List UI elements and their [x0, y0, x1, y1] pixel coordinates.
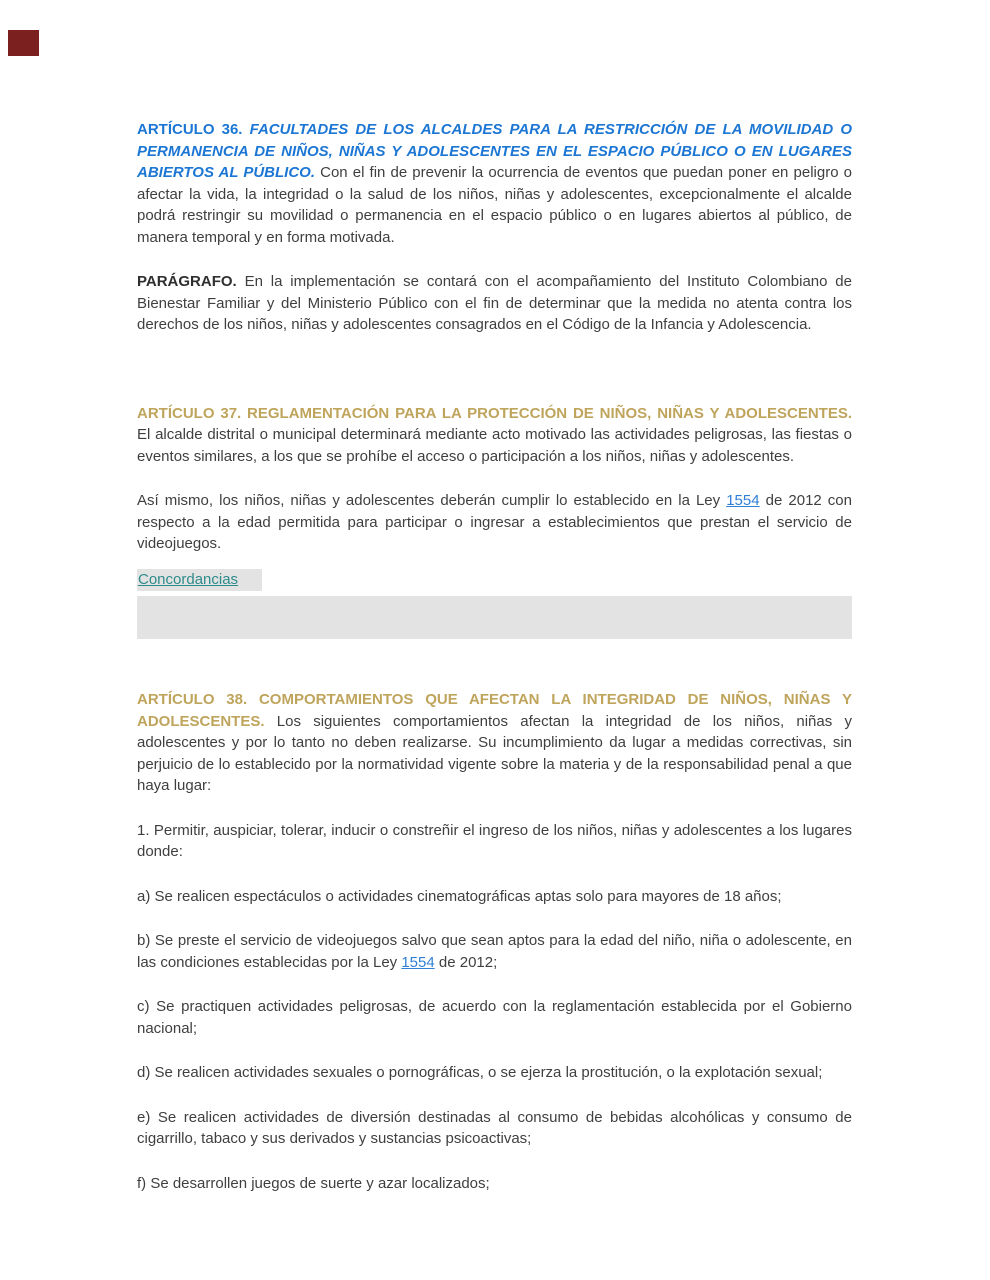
article-36-paragraph — [137, 119, 852, 248]
paragrafo-paragraph — [137, 271, 852, 336]
asi-mismo-text-pre: Así mismo, los niños, niñas y adolescentes deberán cumplir lo establecido en la Ley — [137, 492, 727, 509]
article-38-item-a — [137, 886, 852, 908]
item-f-text: f) Se desarrollen juegos de suerte y azar localizados; — [137, 1174, 490, 1192]
article-38-item-b — [137, 930, 852, 973]
article-38-item-e — [137, 1107, 852, 1150]
article-36-number: ARTÍCULO 36. — [137, 121, 243, 138]
concordancias-link[interactable]: Concordancias — [137, 569, 262, 591]
paragrafo-label: PARÁGRAFO. — [137, 273, 237, 290]
article-36-title: FACULTADES DE LOS ALCALDES PARA LA RESTRICCIÓN DE LA MOVILIDAD O PERMANENCIA DE NIÑOS, NIÑAS Y ADOLESCENTES EN EL ESPACIO PÚBLICO O EN LUGARES ABIERTOS AL PÚBLICO. — [137, 121, 852, 181]
item-d-text: d) Se realicen actividades sexuales o pornográficas, o se ejerza la prostitución, o la explotación sexual; — [137, 1064, 823, 1081]
section-spacer — [137, 639, 852, 666]
paragrafo-body: En la implementación se contará con el acompañamiento del Instituto Colombiano de Bienestar Familiar y del Ministerio Público con el fin de determinar que la medida no atenta contra los derechos de los niños, niñas y adolescentes consagrados en el Código de la Infancia y Adolescencia. — [137, 273, 852, 333]
blank-line-spacer — [137, 359, 852, 380]
article-36-body: Con el fin de prevenir la ocurrencia de eventos que puedan poner en peligro o afectar la vida, la integridad o la salud de los niños, niñas y adolescentes, excepcionalmente el alcalde podrá restringir su movilidad o permanencia en el espacio público o en lugares abiertos al público, de manera temporal y en forma motivada. — [137, 164, 852, 246]
article-38-item-c — [137, 996, 852, 1039]
ley-1554-link[interactable]: 1554 — [726, 492, 760, 509]
article-37-body: El alcalde distrital o municipal determinará mediante acto motivado las actividades peligrosas, las fiestas o eventos similares, a los que se prohíbe el acceso o participación a los niños, niñas y adolescentes. — [137, 426, 852, 465]
concordancias-box — [137, 596, 852, 639]
item-c-text: c) Se practiquen actividades peligrosas, de acuerdo con la reglamentación establecida por el Gobierno nacional; — [137, 998, 852, 1037]
item-e-text: e) Se realicen actividades de diversión destinadas al consumo de bebidas alcohólicas y consumo de cigarrillo, tabaco y sus derivados y sustancias psicoactivas; — [137, 1108, 852, 1147]
corner-red-marker — [8, 30, 39, 56]
article-37-heading: ARTÍCULO 37. REGLAMENTACIÓN PARA LA PROTECCIÓN DE NIÑOS, NIÑAS Y ADOLESCENTES. — [137, 404, 852, 422]
ley-1554-link-b[interactable]: 1554 — [401, 953, 435, 971]
article-38-item-1 — [137, 820, 852, 863]
article-38-body: Los siguientes comportamientos afectan la integridad de los niños, niñas y adolescentes y por lo tanto no deben realizarse. Su incumplimiento da lugar a medidas correctivas, sin perjuicio de lo establecido por la normatividad vigente sobre la materia y de la responsabilidad penal a que haya lugar: — [137, 712, 852, 794]
article-37-asi-mismo-paragraph — [137, 490, 852, 555]
article-38-paragraph — [137, 689, 852, 797]
item-b-text-post: de 2012; — [434, 953, 498, 971]
asi-mismo-text-post: de 2012 con respecto a la edad permitida para participar o ingresar a establecimientos que prestan el servicio de videojuegos. — [137, 492, 852, 552]
article-37-paragraph — [137, 403, 852, 468]
article-38-item-d — [137, 1062, 852, 1084]
concordancias-row — [137, 569, 852, 591]
document-content — [137, 119, 852, 1217]
article-38-item-f — [137, 1173, 852, 1195]
item-a-text: a) Se realicen espectáculos o actividades cinematográficas aptas solo para mayores de 18 años; — [137, 887, 782, 905]
article-38-heading: ARTÍCULO 38. COMPORTAMIENTOS QUE AFECTAN LA INTEGRIDAD DE NIÑOS, NIÑAS Y ADOLESCENTES. — [137, 691, 852, 730]
item-b-text-pre: b) Se preste el servicio de videojuegos salvo que sean aptos para la edad del niño, niña o adolescente, en las condiciones establecidas por la Ley — [137, 932, 852, 971]
item-1-text: 1. Permitir, auspiciar, tolerar, inducir o constreñir el ingreso de los niños, niñas y adolescentes a los lugares donde: — [137, 821, 852, 860]
